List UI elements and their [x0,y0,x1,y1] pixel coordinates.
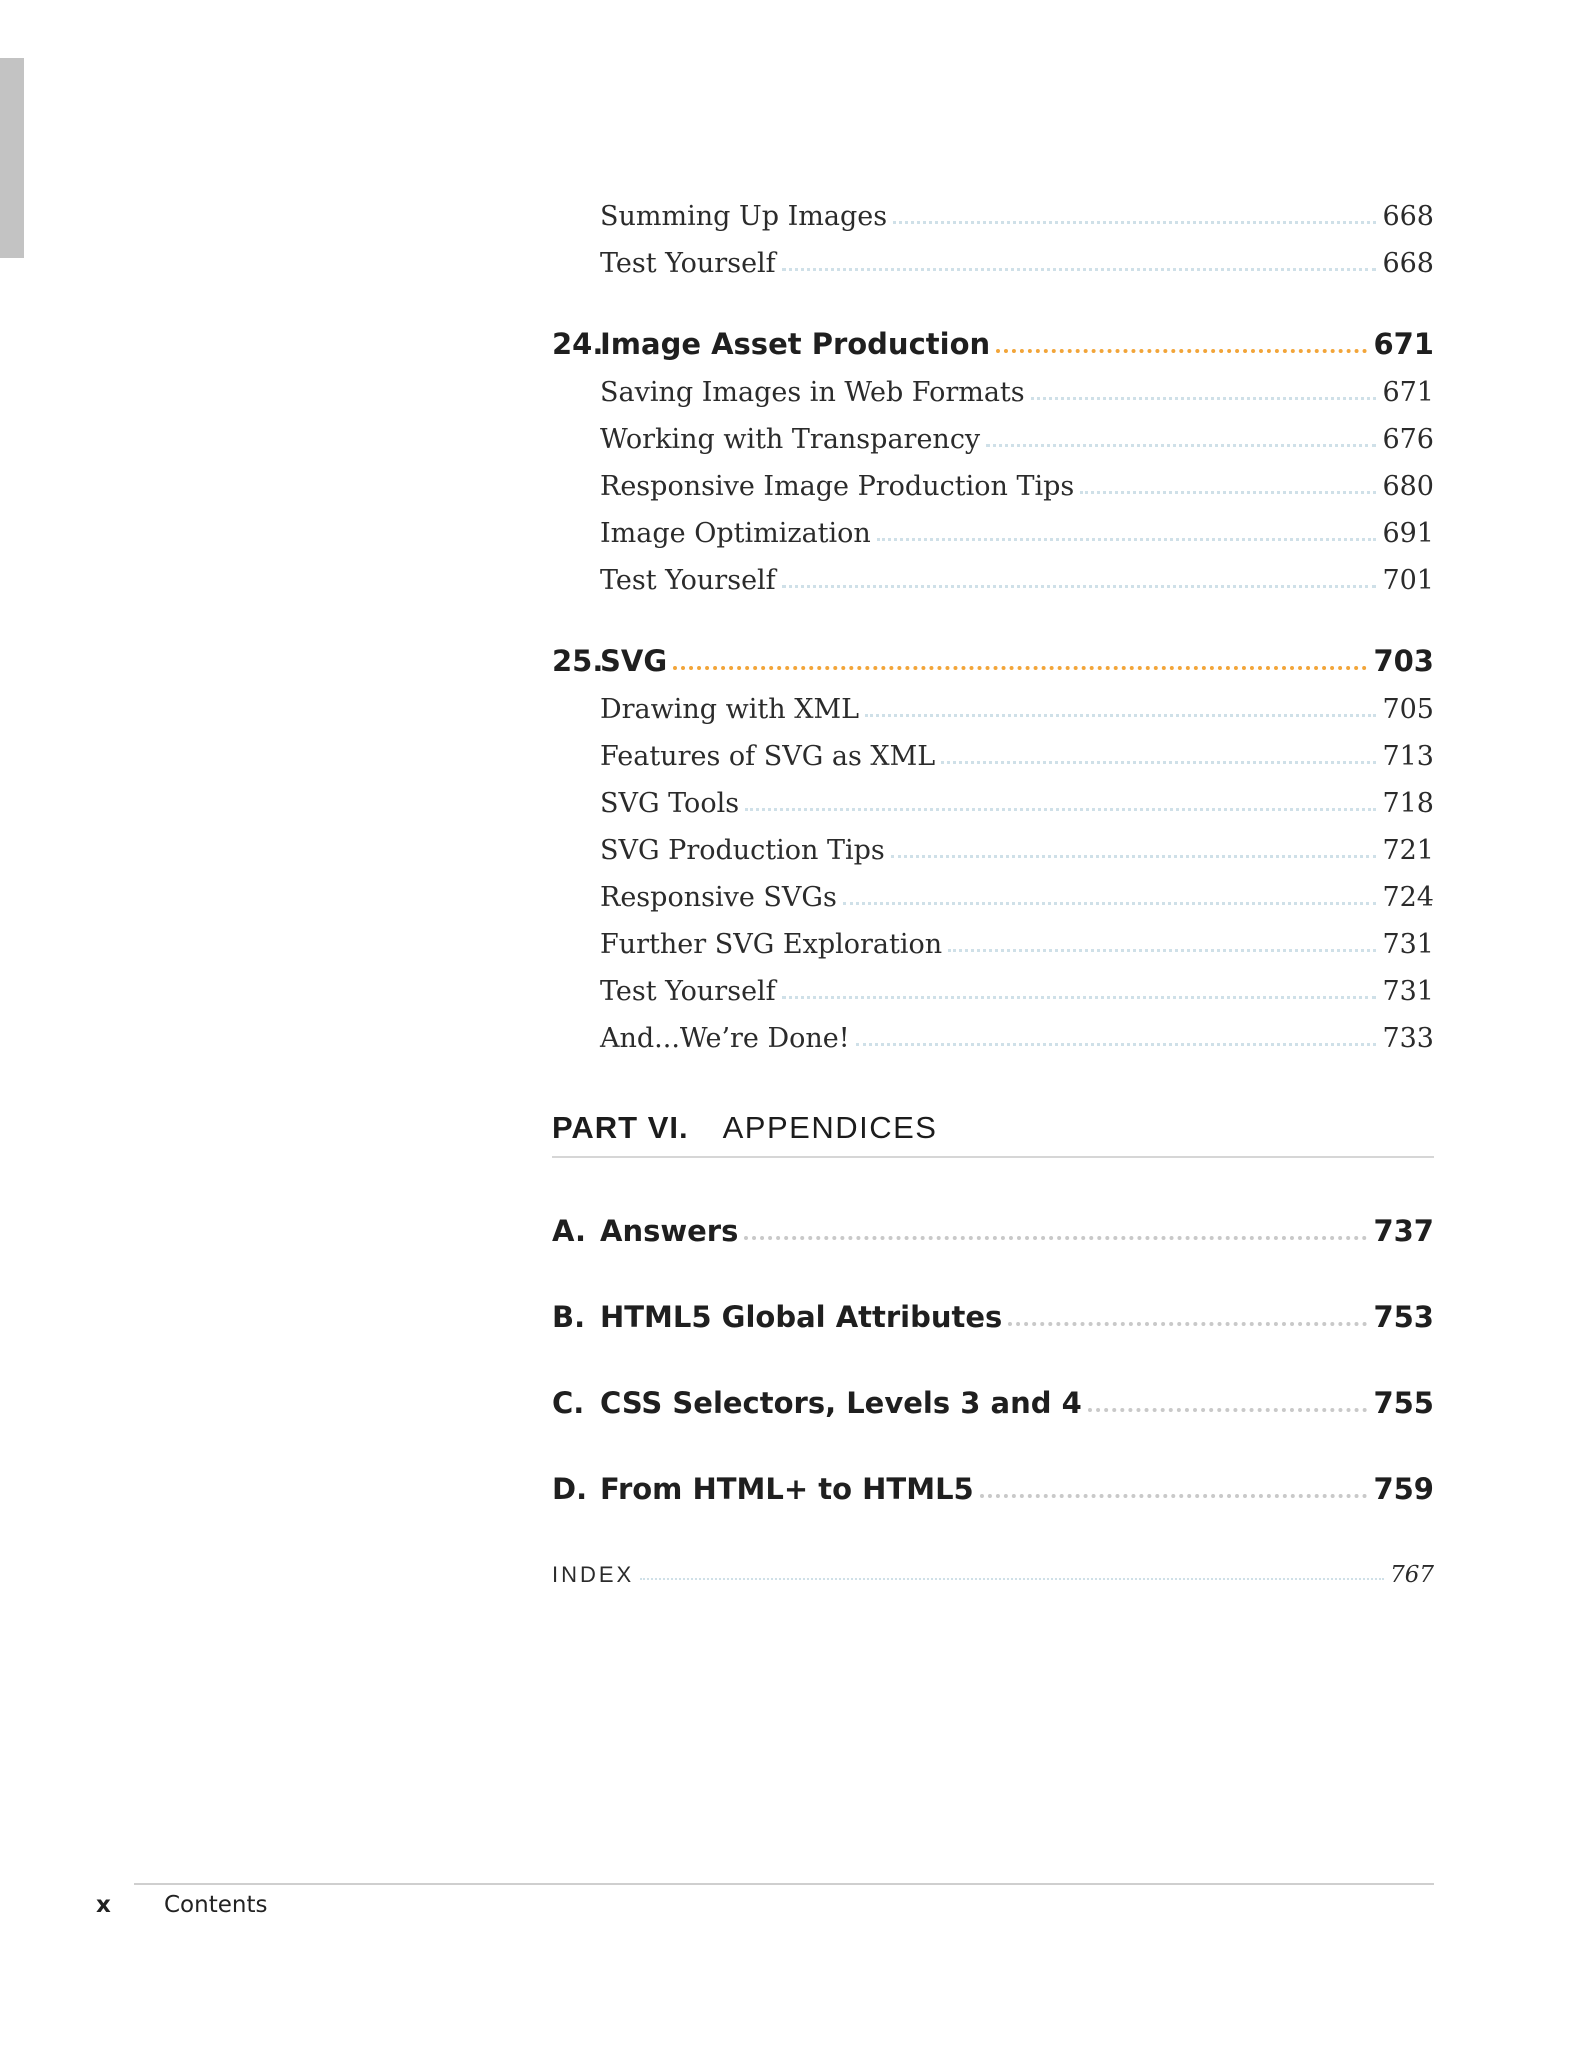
section-page: 701 [1382,565,1434,596]
dot-leader [856,1043,1377,1046]
appendix-page: 753 [1373,1300,1434,1334]
part-label: PART VI. [552,1110,689,1145]
section-page: 721 [1382,835,1434,866]
section-page: 731 [1382,929,1434,960]
dot-leader [1031,397,1377,400]
dot-leader [1008,1322,1367,1326]
toc-section-entry[interactable] [552,455,1434,502]
dot-leader [782,996,1377,999]
toc-section-entry[interactable] [552,1007,1434,1054]
toc-section-entry[interactable] [552,361,1434,408]
appendix-page: 737 [1373,1214,1434,1248]
appendix-letter: C. [552,1386,585,1420]
appendix-title-group [552,1472,974,1506]
section-title: Drawing with XML [600,694,860,725]
dot-leader [782,268,1377,271]
part-heading [552,1100,1434,1158]
toc-chapter-entry[interactable] [552,309,1434,361]
toc-section-entry[interactable] [552,502,1434,549]
dot-leader [996,349,1367,353]
appendix-letter: B. [552,1300,586,1334]
toc-section-entry[interactable] [552,725,1434,772]
chapter-page: 703 [1373,644,1434,678]
section-title: Image Optimization [600,518,871,549]
appendix-title-group [552,1386,1082,1420]
section-title: Saving Images in Web Formats [600,377,1025,408]
toc-appendix-entry[interactable] [552,1452,1434,1506]
section-page: 691 [1382,518,1434,549]
page-edge-tab [0,58,24,258]
index-label: INDEX [552,1562,635,1587]
toc-index-entry[interactable] [552,1546,1434,1588]
part-name: APPENDICES [722,1110,938,1145]
dot-leader [673,666,1367,670]
section-title: Features of SVG as XML [600,741,936,772]
chapter-title-group [552,644,667,678]
toc-section-entry[interactable] [552,772,1434,819]
toc-section-entry[interactable] [552,678,1434,725]
appendix-title-group [552,1300,1002,1334]
section-title: Responsive SVGs [600,882,837,913]
appendix-title: Answers [600,1214,739,1248]
appendix-letter: D. [552,1472,588,1506]
section-title: SVG Production Tips [600,835,885,866]
dot-leader [1080,491,1376,494]
dot-leader [986,444,1376,447]
appendix-page: 755 [1373,1386,1434,1420]
toc-section-entry[interactable] [552,408,1434,455]
dot-leader [782,585,1377,588]
section-title: Responsive Image Production Tips [600,471,1075,502]
toc-appendix-entry[interactable] [552,1280,1434,1334]
section-page: 705 [1382,694,1434,725]
chapter-title-group [552,327,990,361]
section-page: 733 [1382,1023,1434,1054]
toc-section-entry[interactable] [552,960,1434,1007]
dot-leader [893,221,1376,224]
toc-appendix-entry[interactable] [552,1194,1434,1248]
dot-leader [865,714,1376,717]
section-title: Further SVG Exploration [600,929,943,960]
dot-leader [843,902,1377,905]
toc-chapter-entry[interactable] [552,626,1434,678]
section-title: Test Yourself [600,976,776,1007]
footer-page-number: x [96,1892,111,1918]
dot-leader [877,538,1377,541]
chapter-title: SVG [600,644,668,678]
chapter-number: 24. [552,327,604,361]
toc-section-entry[interactable] [552,913,1434,960]
toc-section-entry[interactable] [552,232,1434,279]
dot-leader [745,808,1376,811]
section-page: 724 [1382,882,1434,913]
section-title: Test Yourself [600,248,776,279]
section-page: 668 [1382,201,1434,232]
dot-leader [891,855,1377,858]
chapter-title: Image Asset Production [600,327,991,361]
section-page: 668 [1382,248,1434,279]
section-page: 680 [1382,471,1434,502]
footer-label: Contents [164,1892,268,1918]
appendix-title: From HTML+ to HTML5 [600,1472,974,1506]
section-title: Test Yourself [600,565,776,596]
dot-leader [744,1236,1367,1240]
dot-leader [948,949,1376,952]
toc-section-entry[interactable] [552,185,1434,232]
appendix-letter: A. [552,1214,586,1248]
chapter-page: 671 [1373,327,1434,361]
chapter-number: 25. [552,644,604,678]
section-title: Working with Transparency [600,424,981,455]
toc-section-entry[interactable] [552,819,1434,866]
appendix-title: HTML5 Global Attributes [600,1300,1003,1334]
section-page: 731 [1382,976,1434,1007]
footer-divider [134,1883,1434,1885]
section-title: SVG Tools [600,788,740,819]
appendix-page: 759 [1373,1472,1434,1506]
index-page: 767 [1390,1562,1434,1588]
section-page: 676 [1382,424,1434,455]
toc-section-entry[interactable] [552,866,1434,913]
dot-leader [941,761,1376,764]
section-title: And...We’re Done! [600,1023,850,1054]
section-title: Summing Up Images [600,201,888,232]
dot-leader [1088,1408,1368,1412]
section-page: 718 [1382,788,1434,819]
section-page: 671 [1382,377,1434,408]
dot-leader [980,1494,1368,1498]
toc-section-entry[interactable] [552,549,1434,596]
dot-leader [640,1578,1384,1580]
toc-appendix-entry[interactable] [552,1366,1434,1420]
table-of-contents [552,185,1434,1588]
appendix-title-group [552,1214,738,1248]
section-page: 713 [1382,741,1434,772]
appendix-title: CSS Selectors, Levels 3 and 4 [600,1386,1082,1420]
